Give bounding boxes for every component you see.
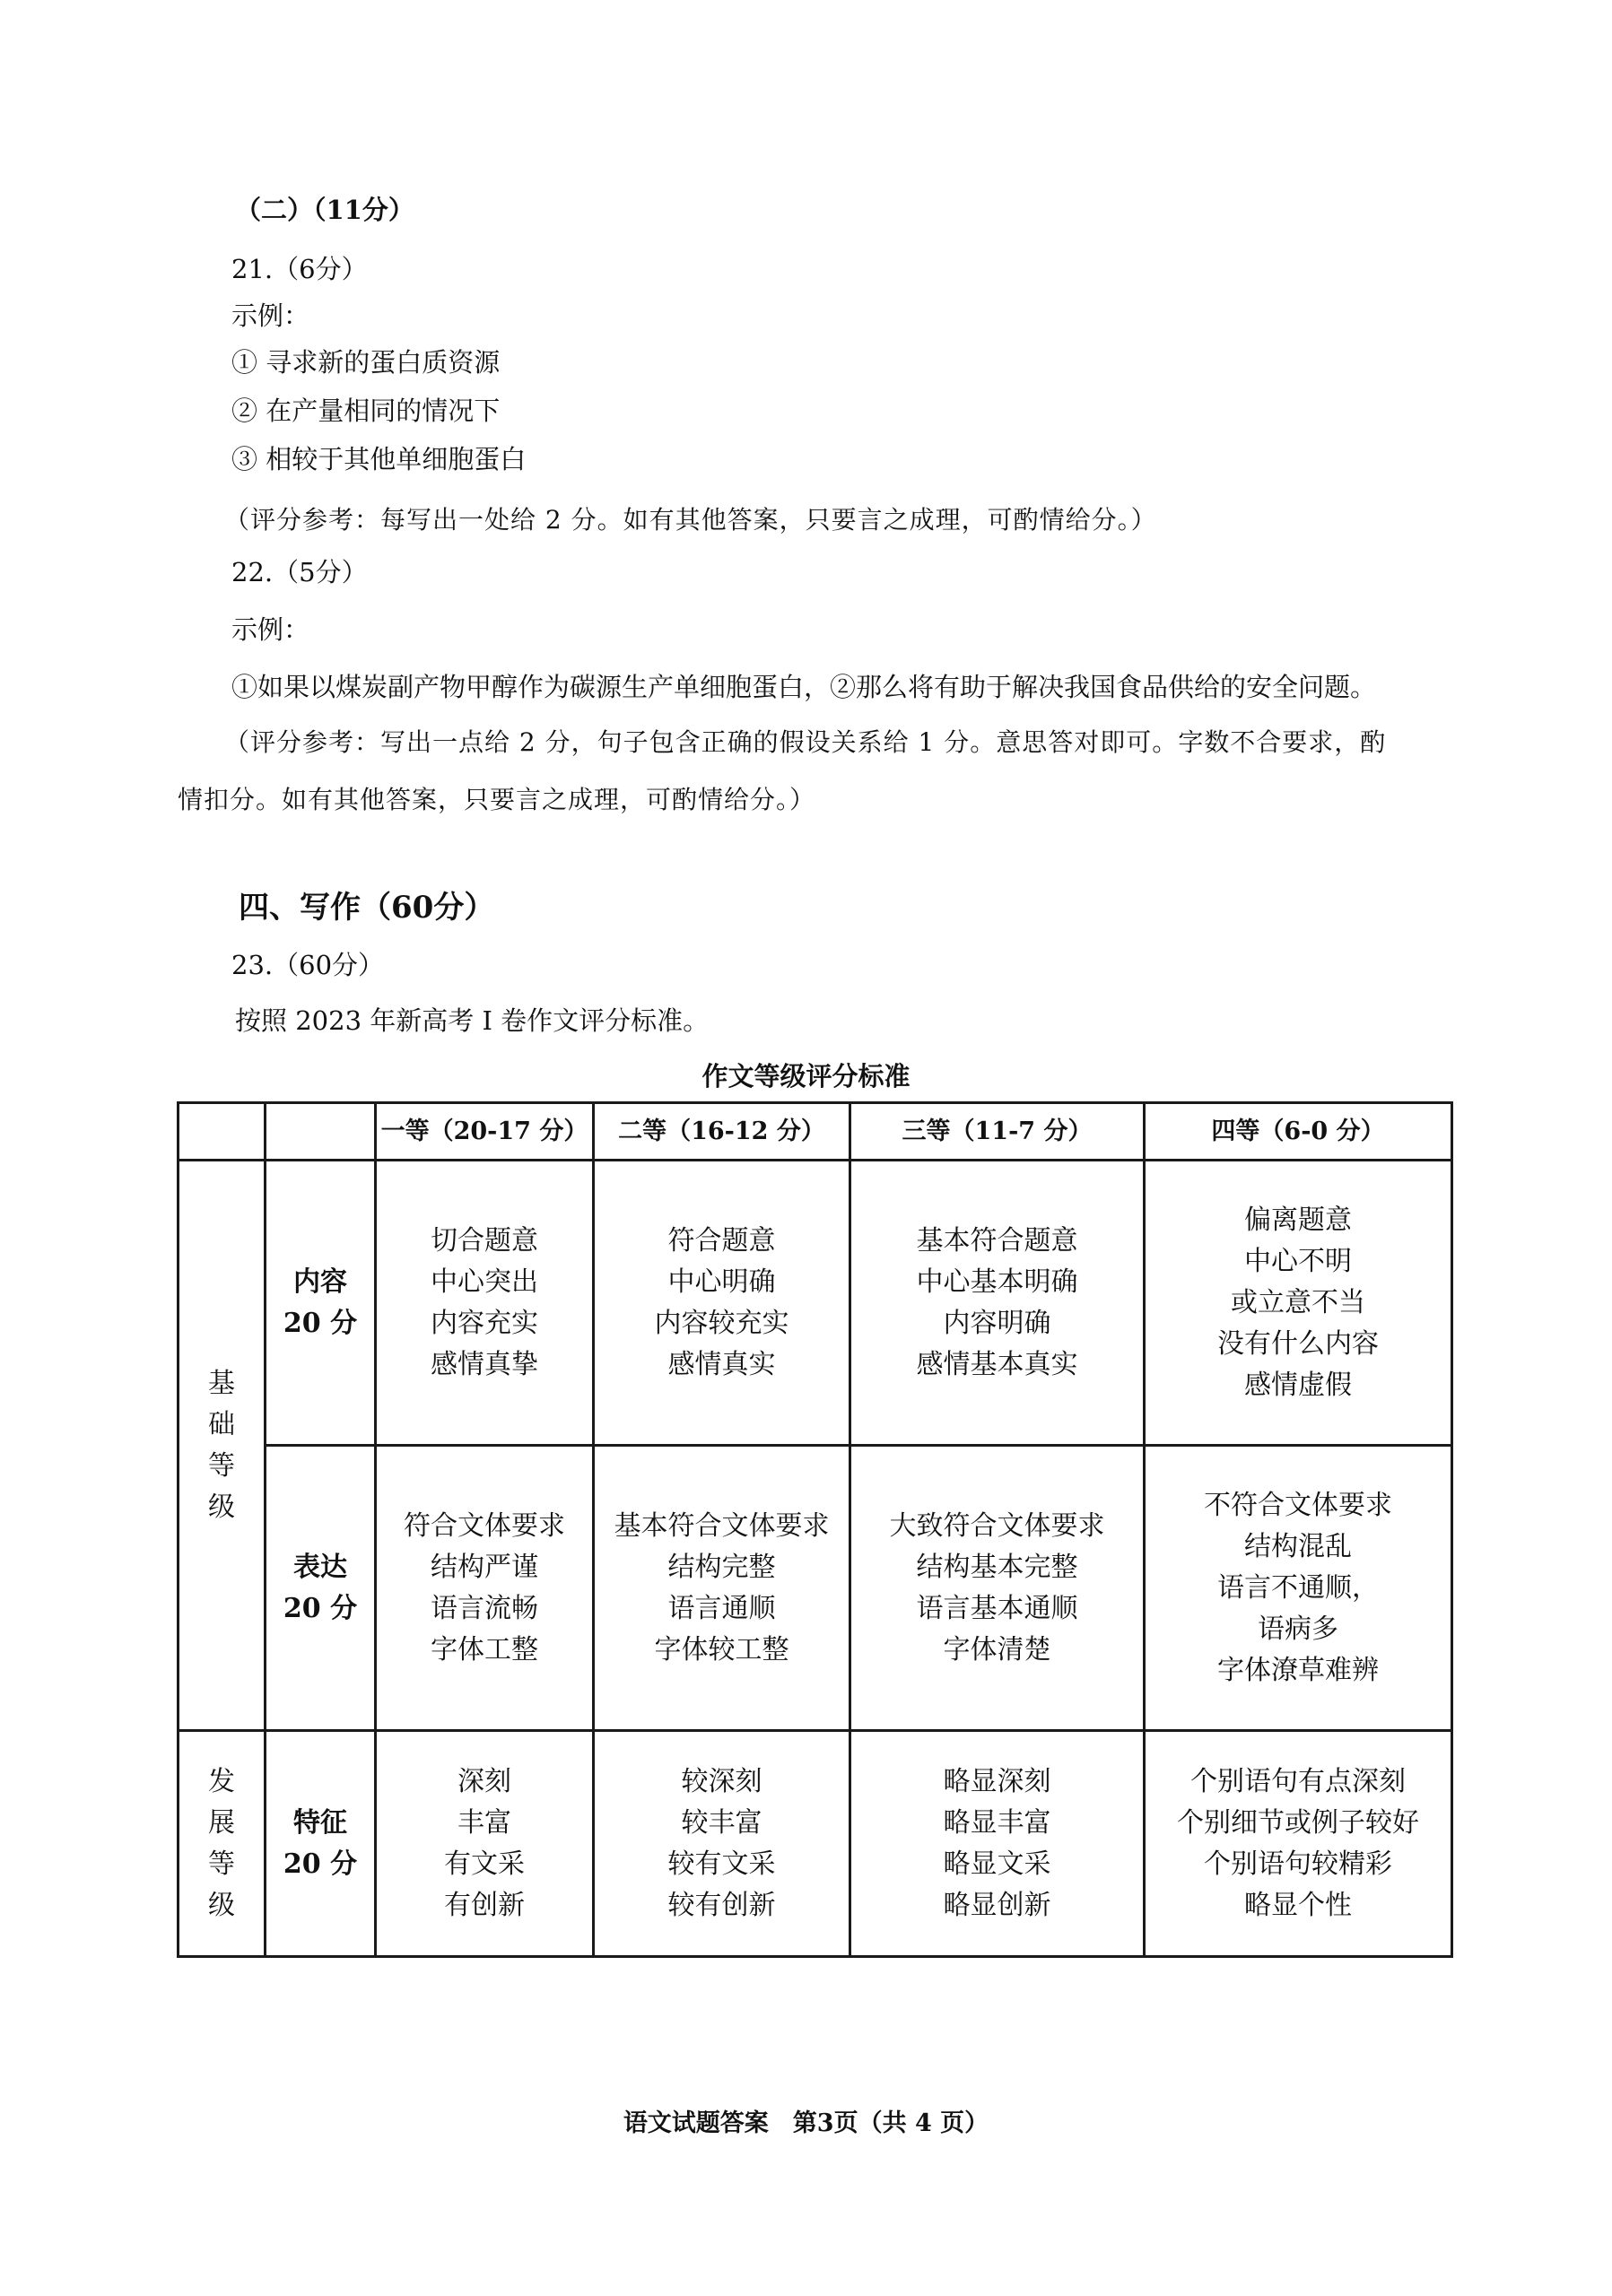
q21-answer-2: ② 在产量相同的情况下	[231, 396, 501, 426]
criterion: 有文采	[444, 1848, 525, 1880]
criterion: 偏离题意	[1244, 1204, 1352, 1236]
dimension-name: 内容	[293, 1265, 347, 1298]
criterion: 深刻	[457, 1765, 511, 1797]
criterion: 较深刻	[681, 1765, 762, 1797]
criterion: 略显个性	[1244, 1889, 1352, 1921]
criterion: 结构基本完整	[916, 1551, 1078, 1583]
category-char: 基	[208, 1367, 235, 1399]
rubric-cell	[1145, 1161, 1452, 1446]
criterion: 丰富	[457, 1806, 511, 1839]
rubric-table	[177, 1101, 1453, 1958]
q22-example-label: 示例：	[231, 614, 310, 645]
q21-scoring-note: （评分参考：每写出一处给 2 分。如有其他答案，只要言之成理，可酌情给分。）	[224, 505, 1157, 535]
criterion: 语病多	[1258, 1613, 1338, 1645]
dimension-expression	[266, 1446, 376, 1731]
criterion: 中心明确	[667, 1265, 776, 1298]
header-blank-2	[266, 1103, 376, 1161]
category-char: 级	[208, 1491, 235, 1523]
criterion: 略显创新	[943, 1889, 1051, 1921]
criterion: 中心基本明确	[916, 1265, 1078, 1298]
rubric-cell	[1145, 1446, 1452, 1731]
level-header-1: 一等（20-17 分）	[376, 1103, 594, 1161]
criterion: 基本符合题意	[916, 1224, 1078, 1257]
criterion: 内容明确	[943, 1307, 1051, 1339]
rubric-row-content	[179, 1161, 1452, 1446]
criterion: 或立意不当	[1231, 1286, 1365, 1318]
rubric-cell	[850, 1731, 1145, 1957]
criterion: 符合题意	[667, 1224, 776, 1257]
criterion: 字体较工整	[654, 1633, 789, 1665]
criterion: 中心突出	[431, 1265, 538, 1298]
category-char: 础	[208, 1408, 235, 1440]
q23-label: 23.（60分）	[231, 950, 385, 980]
criterion: 大致符合文体要求	[889, 1509, 1105, 1542]
criterion: 结构严谨	[431, 1551, 538, 1583]
criterion: 略显文采	[943, 1848, 1051, 1880]
dimension-name: 特征	[293, 1806, 347, 1839]
criterion: 字体清楚	[943, 1633, 1051, 1665]
rubric-header-row	[179, 1103, 1452, 1161]
category-development	[179, 1731, 266, 1957]
criterion: 字体潦草难辨	[1217, 1654, 1379, 1686]
category-char: 级	[208, 1889, 235, 1921]
q22-label: 22.（5分）	[231, 557, 368, 587]
dimension-name: 表达	[293, 1551, 347, 1583]
criterion: 语言基本通顺	[916, 1592, 1078, 1624]
q22-answer: ①如果以煤炭副产物甲醇作为碳源生产单细胞蛋白，②那么将有助于解决我国食品供给的安全问题。	[231, 672, 1377, 702]
section4-title: 四、写作（60分）	[239, 890, 495, 926]
dimension-points: 20 分	[283, 1848, 358, 1880]
q21-answer-3: ③ 相较于其他单细胞蛋白	[231, 444, 527, 474]
criterion: 中心不明	[1244, 1245, 1352, 1277]
criterion: 个别细节或例子较好	[1177, 1806, 1419, 1839]
rubric-cell	[850, 1161, 1145, 1446]
dimension-points: 20 分	[283, 1592, 358, 1624]
criterion: 略显丰富	[943, 1806, 1051, 1839]
criterion: 个别语句较精彩	[1204, 1848, 1392, 1880]
level-header-2: 二等（16-12 分）	[594, 1103, 850, 1161]
criterion: 有创新	[444, 1889, 525, 1921]
criterion: 感情真挚	[431, 1348, 538, 1380]
header-blank-1	[179, 1103, 266, 1161]
rubric-caption: 作文等级评分标准	[701, 1061, 911, 1091]
rubric-cell	[594, 1161, 850, 1446]
category-basic	[179, 1161, 266, 1731]
rubric-row-feature	[179, 1731, 1452, 1957]
category-char: 等	[208, 1848, 235, 1880]
page-footer: 语文试题答案 第3页（共 4 页）	[623, 2109, 989, 2137]
q23-instruction: 按照 2023 年新高考 I 卷作文评分标准。	[235, 1005, 710, 1036]
rubric-cell	[594, 1446, 850, 1731]
criterion: 字体工整	[431, 1633, 538, 1665]
rubric-cell	[376, 1731, 594, 1957]
criterion: 内容较充实	[654, 1307, 789, 1339]
criterion: 符合文体要求	[404, 1509, 565, 1542]
q21-example-label: 示例：	[231, 300, 310, 331]
rubric-cell	[376, 1161, 594, 1446]
criterion: 个别语句有点深刻	[1190, 1765, 1406, 1797]
dimension-points: 20 分	[283, 1307, 358, 1339]
criterion: 感情真实	[667, 1348, 776, 1380]
criterion: 语言通顺	[667, 1592, 776, 1624]
criterion: 较有创新	[667, 1889, 776, 1921]
dimension-content	[266, 1161, 376, 1446]
criterion: 结构混乱	[1244, 1530, 1352, 1562]
criterion: 语言不通顺，	[1217, 1571, 1379, 1604]
rubric-cell	[850, 1446, 1145, 1731]
criterion: 内容充实	[431, 1307, 538, 1339]
q22-scoring-note-line1: （评分参考：写出一点给 2 分，句子包含正确的假设关系给 1 分。意思答对即可。字数不合要求，酌	[224, 727, 1387, 757]
criterion: 基本符合文体要求	[614, 1509, 830, 1542]
part2-title: （二）（11分）	[235, 195, 414, 225]
q22-scoring-note-line2: 情扣分。如有其他答案，只要言之成理，可酌情给分。）	[178, 785, 816, 814]
criterion: 语言流畅	[431, 1592, 538, 1624]
level-header-3: 三等（11-7 分）	[850, 1103, 1145, 1161]
criterion: 感情虚假	[1244, 1369, 1352, 1401]
rubric-cell	[1145, 1731, 1452, 1957]
category-char: 等	[208, 1449, 235, 1482]
criterion: 结构完整	[667, 1551, 776, 1583]
criterion: 较丰富	[681, 1806, 762, 1839]
criterion: 较有文采	[667, 1848, 776, 1880]
category-char: 展	[208, 1806, 235, 1839]
rubric-cell	[376, 1446, 594, 1731]
dimension-feature	[266, 1731, 376, 1957]
category-char: 发	[208, 1765, 235, 1797]
rubric-cell	[594, 1731, 850, 1957]
q21-label: 21.（6分）	[231, 254, 368, 284]
criterion: 切合题意	[431, 1224, 538, 1257]
criterion: 略显深刻	[943, 1765, 1051, 1797]
criterion: 没有什么内容	[1217, 1327, 1379, 1360]
criterion: 不符合文体要求	[1204, 1489, 1392, 1521]
level-header-4: 四等（6-0 分）	[1145, 1103, 1452, 1161]
q21-answer-1: ① 寻求新的蛋白质资源	[231, 347, 501, 378]
criterion: 感情基本真实	[916, 1348, 1078, 1380]
rubric-row-expression	[179, 1446, 1452, 1731]
